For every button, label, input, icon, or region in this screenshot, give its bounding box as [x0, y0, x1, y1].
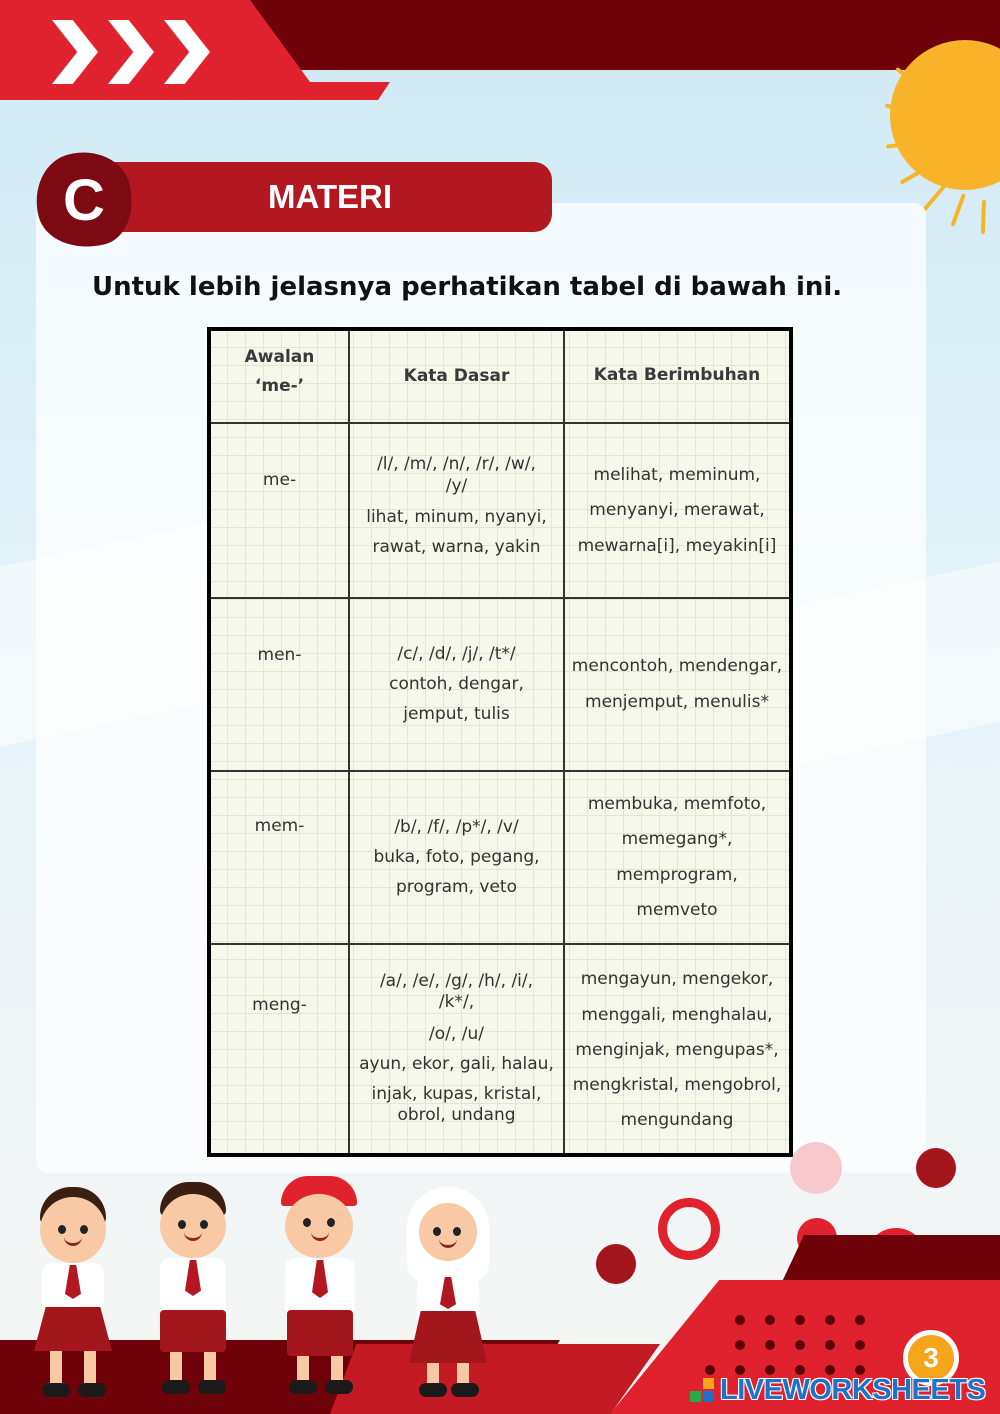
decor-dot	[795, 1340, 805, 1350]
derived-word-line: mewarna[i], meyakin[i]	[577, 535, 777, 556]
derived-word-line: menjemput, menulis*	[585, 691, 769, 712]
base-word-line: jemput, tulis	[403, 704, 510, 725]
derived-word-line: mengayun, mengekor,	[580, 969, 774, 990]
base-word-line: rawat, warna, yakin	[372, 537, 541, 558]
sounds-line: /o/, /u/	[429, 1023, 484, 1044]
prefix-cell: mem-	[209, 771, 349, 944]
intro-text: Untuk lebih jelasnya perhatikan tabel di bawah ini.	[92, 272, 843, 302]
decor-dot	[825, 1315, 835, 1325]
header-derived: Kata Berimbuhan	[564, 329, 791, 423]
sounds-line: /b/, /f/, /p*/, /v/	[394, 816, 519, 837]
derived-cell	[564, 944, 791, 1155]
decor-dot	[795, 1315, 805, 1325]
prefix-cell: men-	[209, 598, 349, 771]
sun-ray	[950, 193, 965, 226]
derived-word-line: memegang*,	[621, 829, 733, 850]
derived-word-line: mengkristal, mengobrol,	[572, 1075, 782, 1096]
derived-word-line: membuka, memfoto,	[587, 794, 767, 815]
base-word-line: buka, foto, pegang,	[373, 846, 540, 867]
derived-word-line: menyanyi, merawat,	[589, 500, 765, 521]
sounds-line: /y/	[445, 475, 468, 496]
decor-circle	[916, 1148, 956, 1188]
base-cell	[349, 944, 564, 1155]
sounds-line: /a/, /e/, /g/, /h/, /i/,	[379, 971, 534, 992]
section-letter: C	[63, 167, 105, 233]
prefix-cell: meng-	[209, 944, 349, 1155]
header-base: Kata Dasar	[349, 329, 564, 423]
table-row	[209, 423, 791, 598]
base-cell	[349, 423, 564, 598]
base-cell	[349, 771, 564, 944]
decor-dot	[765, 1315, 775, 1325]
derived-word-line: menginjak, mengupas*,	[575, 1039, 779, 1060]
sounds-line: /k*/,	[438, 992, 475, 1013]
base-word-line: lihat, minum, nyanyi,	[366, 506, 547, 527]
student-illustration	[265, 1172, 380, 1410]
sun-ray	[981, 200, 986, 234]
header-prefix-line1: Awalan	[244, 346, 315, 367]
derived-cell	[564, 598, 791, 771]
base-word-line: program, veto	[396, 877, 517, 898]
decor-circle	[790, 1142, 842, 1194]
sun-ray	[923, 183, 948, 212]
student-illustration	[140, 1180, 250, 1410]
decor-ring	[658, 1198, 720, 1260]
student-illustration	[20, 1185, 130, 1410]
derived-word-line: mengundang	[620, 1110, 734, 1131]
liveworksheets-logo-icon	[690, 1378, 714, 1402]
sounds-line: /l/, /m/, /n/, /r/, /w/,	[377, 454, 536, 475]
liveworksheets-watermark	[690, 1372, 990, 1408]
derived-cell	[564, 423, 791, 598]
header-prefix	[209, 329, 349, 423]
table-row	[209, 771, 791, 944]
decor-dot	[765, 1340, 775, 1350]
base-word-line: injak, kupas, kristal,	[371, 1084, 542, 1105]
decor-dot	[825, 1340, 835, 1350]
base-word-line: ayun, ekor, gali, halau,	[359, 1053, 554, 1074]
student-illustration	[395, 1185, 505, 1410]
table-row	[209, 944, 791, 1155]
sounds-line: /c/, /d/, /j/, /t*/	[397, 643, 516, 664]
base-word-line: obrol, undang	[397, 1105, 516, 1126]
decor-circle	[596, 1244, 636, 1284]
derived-word-line: mencontoh, mendengar,	[571, 656, 783, 677]
decor-dot	[855, 1315, 865, 1325]
base-word-line: contoh, dengar,	[389, 674, 524, 695]
derived-word-line: menggali, menghalau,	[581, 1004, 773, 1025]
table-header-row	[209, 329, 791, 423]
header-prefix-line2: ‘me-’	[254, 376, 305, 397]
derived-word-line: melihat, meminum,	[593, 465, 761, 485]
derived-word-line: memprogram,	[616, 864, 738, 885]
watermark-text: LIVEWORKSHEETS	[720, 1373, 986, 1406]
decor-dot	[735, 1315, 745, 1325]
decor-dot	[735, 1340, 745, 1350]
decor-dot	[855, 1340, 865, 1350]
table-row	[209, 598, 791, 771]
base-cell	[349, 598, 564, 771]
section-title: MATERI	[267, 178, 393, 215]
page-number-badge: 3	[903, 1330, 959, 1386]
derived-cell	[564, 771, 791, 944]
prefix-table	[207, 327, 793, 1157]
prefix-cell: me-	[209, 423, 349, 598]
derived-word-line: memveto	[636, 899, 718, 920]
